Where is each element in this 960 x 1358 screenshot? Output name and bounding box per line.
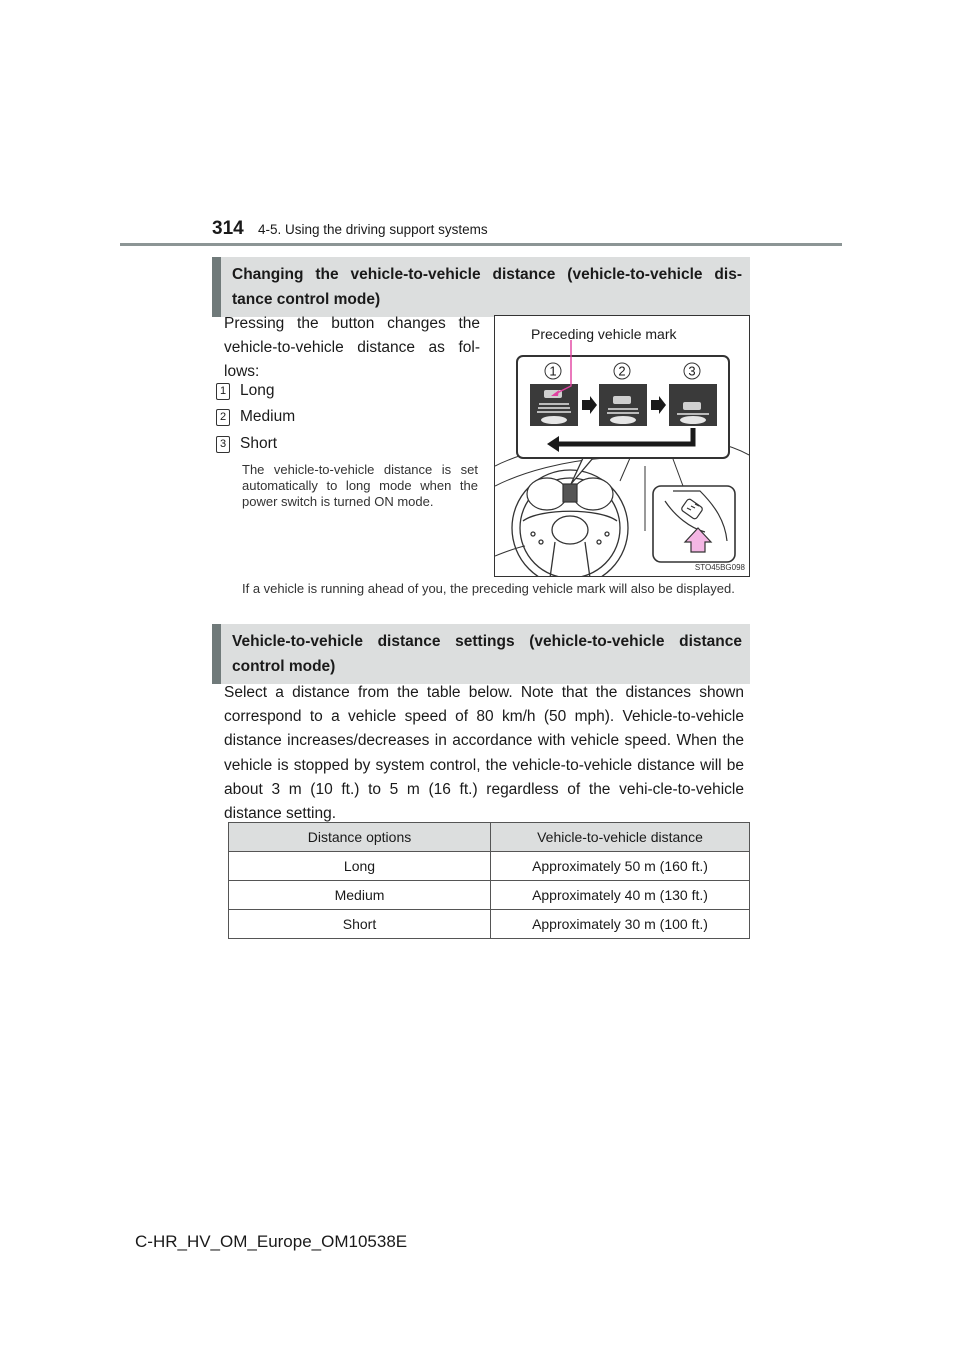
header-divider (120, 243, 842, 246)
label-1: 1 (549, 363, 557, 379)
section-heading-changing-distance: Changing the vehicle-to-vehicle distance (vehicle-to-vehicle dis-tance control mode) (212, 257, 750, 317)
table-header-row (229, 823, 750, 852)
intro-text: Pressing the button changes the vehicle-to-vehicle distance as fol-lows: (224, 315, 480, 380)
illustration-svg (495, 316, 750, 577)
table-cell: Approximately 30 m (100 ft.) (491, 910, 750, 939)
figure-code: STO45BG098 (694, 563, 745, 572)
number-badge: 1 (216, 383, 230, 400)
label-3: 3 (688, 363, 696, 379)
option-label: Medium (240, 408, 296, 425)
instrument-cluster (527, 478, 613, 510)
option-label: Short (240, 435, 278, 452)
chapter-title: 4-5. Using the driving support systems (258, 222, 488, 237)
table-row (229, 881, 750, 910)
table-cell: Approximately 50 m (160 ft.) (491, 852, 750, 881)
table-cell: Short (229, 910, 491, 939)
figure-caption: Preceding vehicle mark (531, 326, 677, 342)
number-badge: 2 (216, 409, 230, 426)
table-row (229, 852, 750, 881)
option-label: Long (240, 382, 275, 399)
page-number: 314 (212, 218, 244, 239)
table-cell: Long (229, 852, 491, 881)
display-panel-short (669, 384, 717, 426)
distance-table (228, 822, 750, 939)
distance-illustration (494, 315, 750, 577)
column-header: Vehicle-to-vehicle distance (491, 823, 750, 852)
label-2: 2 (618, 363, 626, 379)
display-panel-medium (599, 384, 647, 426)
display-panel-long (530, 384, 578, 426)
table-row (229, 910, 750, 939)
footer-document-code: C-HR_HV_OM_Europe_OM10538E (135, 1232, 408, 1251)
note-preceding-vehicle: If a vehicle is running ahead of you, the preceding vehicle mark will also be displayed. (242, 581, 735, 596)
table-cell: Medium (229, 881, 491, 910)
settings-paragraph: Select a distance from the table below. Note that the distances shown correspond to a vehicle speed of 80 km/h (50 mph). Vehicle-to-vehicle distance increases/decreases in accordance with vehicle speed. When the vehicle is stopped by system control, the vehicle-to-vehicle distance will be about 3 m (10 ft.) to 5 m (16 ft.) regardless of the vehi-cle-to-vehicle distance setting. (224, 684, 744, 823)
note-default-mode: The vehicle-to-vehicle distance is set automatically to long mode when the power switch is turned ON mode. (242, 462, 478, 509)
option-medium (216, 406, 295, 428)
table-cell: Approximately 40 m (130 ft.) (491, 881, 750, 910)
column-header: Distance options (229, 823, 491, 852)
option-long (216, 380, 274, 402)
section-heading-distance-settings: Vehicle-to-vehicle distance settings (vehicle-to-vehicle distance control mode) (212, 624, 750, 684)
option-short (216, 433, 277, 455)
number-badge: 3 (216, 436, 230, 453)
